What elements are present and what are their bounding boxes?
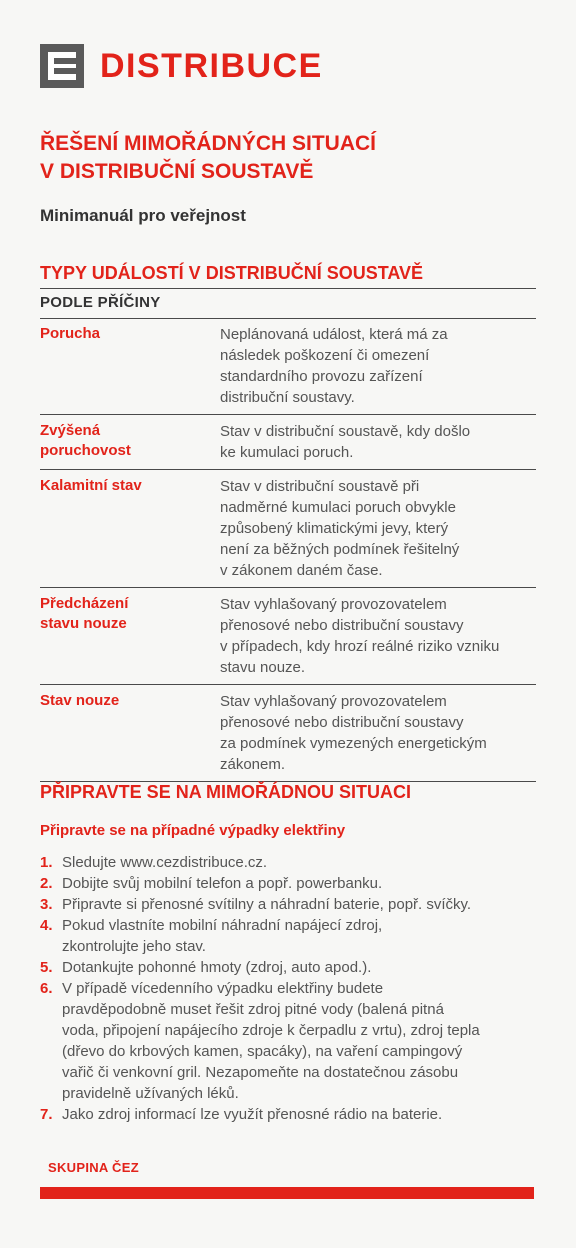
prepare-subheading: Připravte se na případné výpadky elektřiny bbox=[40, 822, 346, 839]
list-item-line: (dřevo do krbových kamen, spacáky), na vaření campingový bbox=[62, 1043, 463, 1060]
event-term-line: Předcházení bbox=[40, 595, 129, 612]
table-row bbox=[40, 318, 536, 415]
list-item bbox=[40, 978, 540, 1104]
list-item-line: Jako zdroj informací lze využít přenosné rádio na baterie. bbox=[62, 1106, 443, 1123]
list-item-number: 6. bbox=[40, 980, 53, 997]
event-term-line: Stav nouze bbox=[40, 692, 120, 709]
footer-label: SKUPINA ČEZ bbox=[48, 1160, 139, 1175]
event-definition-line: Neplánovaná událost, která má za bbox=[220, 326, 448, 343]
event-term-line: Kalamitní stav bbox=[40, 477, 142, 494]
event-definition-line: Stav vyhlašovaný provozovatelem bbox=[220, 596, 447, 613]
list-item-number: 1. bbox=[40, 854, 53, 871]
list-item-line: pravidelně užívaných léků. bbox=[62, 1085, 239, 1102]
prepare-list bbox=[40, 852, 540, 1125]
list-item-text bbox=[62, 957, 540, 978]
list-item-number: 7. bbox=[40, 1106, 53, 1123]
event-definition-line: nadměrné kumulaci poruch obvykle bbox=[220, 499, 456, 516]
event-definition-line: za podmínek vymezených energetickým bbox=[220, 735, 487, 752]
event-definition-line: ke kumulaci poruch. bbox=[220, 444, 354, 461]
prepare-heading: PŘIPRAVTE SE NA MIMOŘÁDNOU SITUACI bbox=[40, 782, 412, 802]
event-definition-line: v případech, kdy hrozí reálné riziko vzniku bbox=[220, 638, 500, 655]
event-term-line: stavu nouze bbox=[40, 615, 127, 632]
list-item-line: vařič či venkovní gril. Nezapomeňte na dostatečnou zásobu bbox=[62, 1064, 459, 1081]
list-item-number: 4. bbox=[40, 917, 53, 934]
event-definition-line: způsobený klimatickými jevy, který bbox=[220, 520, 449, 537]
event-definition-line: Stav v distribuční soustavě, kdy došlo bbox=[220, 423, 471, 440]
table-row bbox=[40, 588, 536, 685]
event-definition-line: standardního provozu zařízení bbox=[220, 368, 423, 385]
event-definition-line: Stav vyhlašovaný provozovatelem bbox=[220, 693, 447, 710]
event-definition-line: přenosové nebo distribuční soustavy bbox=[220, 714, 464, 731]
list-item-number: 3. bbox=[40, 896, 53, 913]
event-term-line: poruchovost bbox=[40, 442, 131, 459]
header-logo bbox=[40, 44, 323, 88]
list-item bbox=[40, 915, 540, 957]
event-definition-line: Stav v distribuční soustavě při bbox=[220, 478, 420, 495]
footer-bar bbox=[40, 1187, 534, 1199]
event-definition-line: zákonem. bbox=[220, 756, 286, 773]
event-definition bbox=[220, 592, 536, 678]
table-row bbox=[40, 685, 536, 782]
list-item-line: zkontrolujte jeho stav. bbox=[62, 938, 206, 955]
document-title bbox=[40, 130, 376, 186]
list-item bbox=[40, 873, 540, 894]
event-term bbox=[40, 474, 220, 581]
list-item-text bbox=[62, 873, 540, 894]
table-row bbox=[40, 415, 536, 470]
list-item bbox=[40, 957, 540, 978]
list-item bbox=[40, 852, 540, 873]
event-definition-line: přenosové nebo distribuční soustavy bbox=[220, 617, 464, 634]
list-item-number: 5. bbox=[40, 959, 53, 976]
brand-name: DISTRIBUCE bbox=[100, 46, 323, 85]
list-item-text bbox=[62, 915, 540, 957]
list-item-text bbox=[62, 894, 540, 915]
event-term-line: Zvýšená bbox=[40, 422, 101, 439]
list-item-line: voda, připojení napájecího zdroje k čerpadlu z vrtu), zdroj tepla bbox=[62, 1022, 480, 1039]
event-definition-line: není za běžných podmínek řešitelný bbox=[220, 541, 460, 558]
list-item-text bbox=[62, 1104, 540, 1125]
title-line-2: V DISTRIBUČNÍ SOUSTAVĚ bbox=[40, 160, 314, 183]
event-definition-line: distribuční soustavy. bbox=[220, 389, 355, 406]
event-definition-line: stavu nouze. bbox=[220, 659, 306, 676]
list-item bbox=[40, 894, 540, 915]
list-item bbox=[40, 1104, 540, 1125]
event-term bbox=[40, 592, 220, 678]
title-line-1: ŘEŠENÍ MIMOŘÁDNÝCH SITUACÍ bbox=[40, 132, 377, 155]
list-item-line: Připravte si přenosné svítilny a náhradní baterie, popř. svíčky. bbox=[62, 896, 472, 913]
events-table bbox=[40, 318, 536, 782]
list-item-text bbox=[62, 852, 540, 873]
table-row bbox=[40, 470, 536, 588]
events-subheading: PODLE PŘÍČINY bbox=[40, 294, 161, 311]
event-term bbox=[40, 322, 220, 408]
list-item-text bbox=[62, 978, 540, 1104]
list-item-number: 2. bbox=[40, 875, 53, 892]
event-term bbox=[40, 689, 220, 775]
event-definition bbox=[220, 419, 536, 463]
events-heading-rule bbox=[40, 288, 536, 289]
event-definition-line: následek poškození či omezení bbox=[220, 347, 430, 364]
event-term bbox=[40, 419, 220, 463]
list-item-line: Pokud vlastníte mobilní náhradní napájecí zdroj, bbox=[62, 917, 383, 934]
cez-logo-icon bbox=[40, 44, 84, 88]
list-item-line: V případě vícedenního výpadku elektřiny budete bbox=[62, 980, 384, 997]
list-item-line: pravděpodobně muset řešit zdroj pitné vody (balená pitná bbox=[62, 1001, 444, 1018]
event-definition bbox=[220, 689, 536, 775]
list-item-line: Sledujte www.cezdistribuce.cz. bbox=[62, 854, 268, 871]
document-subtitle: Minimanuál pro veřejnost bbox=[40, 206, 246, 225]
event-definition bbox=[220, 474, 536, 581]
event-term-line: Porucha bbox=[40, 325, 101, 342]
event-definition bbox=[220, 322, 536, 408]
events-heading: TYPY UDÁLOSTÍ V DISTRIBUČNÍ SOUSTAVĚ bbox=[40, 263, 424, 283]
list-item-line: Dobijte svůj mobilní telefon a popř. powerbanku. bbox=[62, 875, 383, 892]
event-definition-line: v zákonem daném čase. bbox=[220, 562, 383, 579]
list-item-line: Dotankujte pohonné hmoty (zdroj, auto apod.). bbox=[62, 959, 372, 976]
